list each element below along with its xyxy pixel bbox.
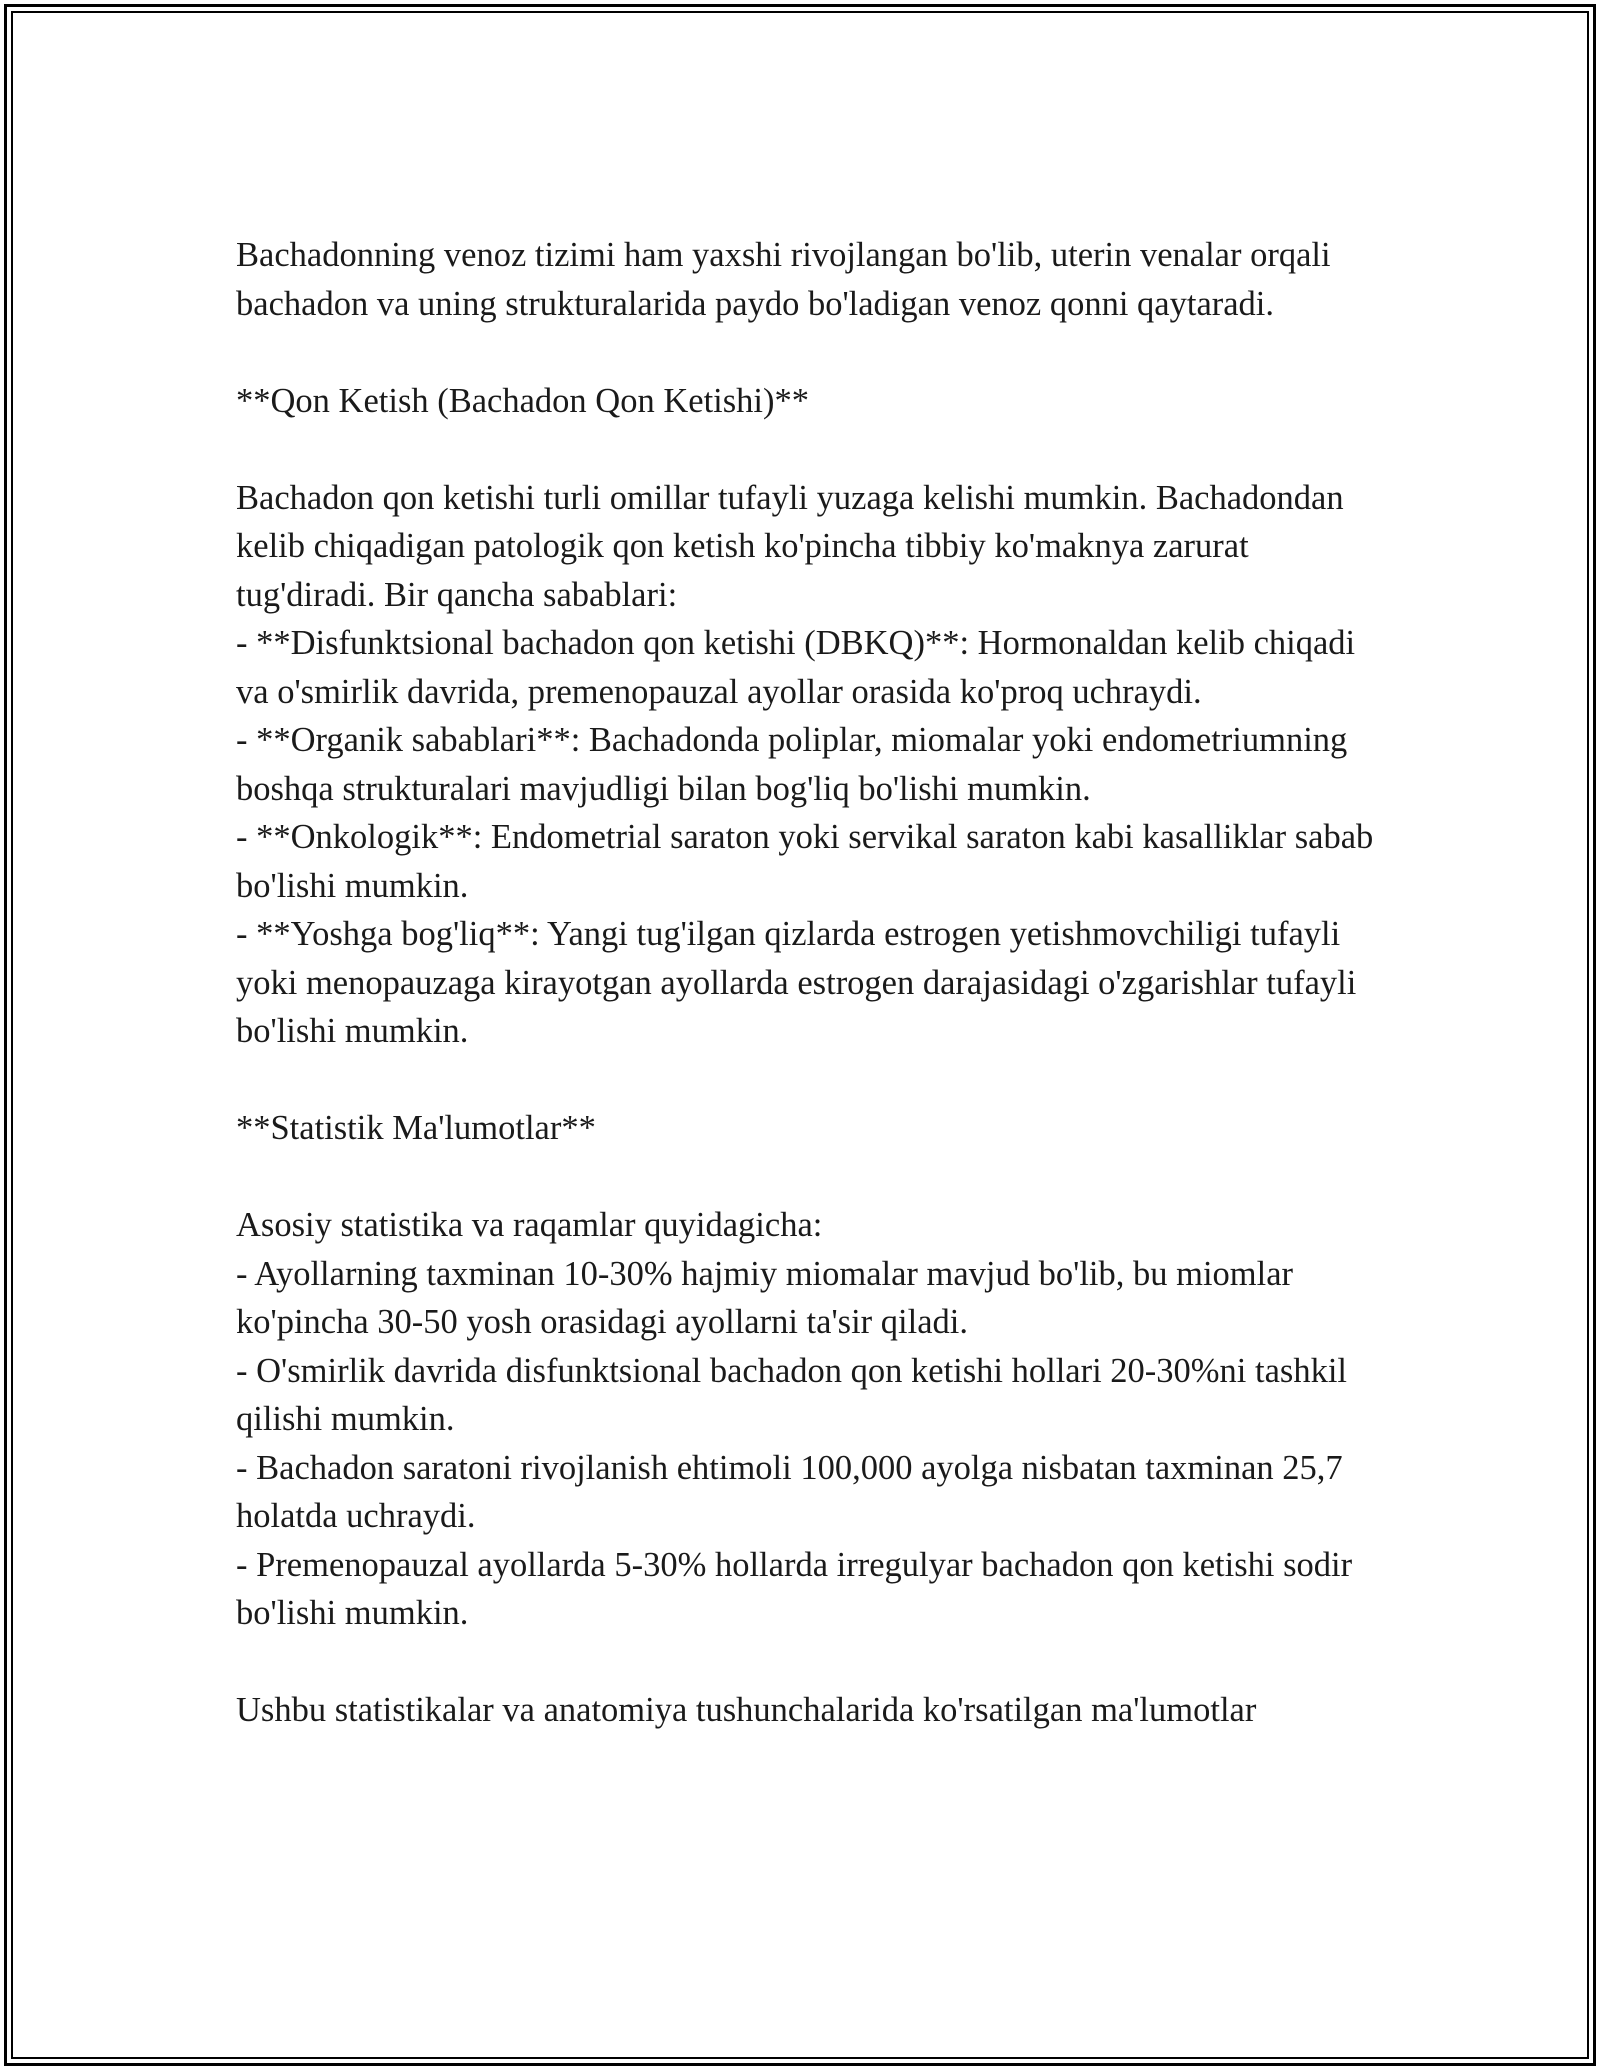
document-body [236,231,1386,1735]
paragraph-spacer [236,328,1386,377]
paragraph-spacer [236,425,1386,474]
paragraph-bleeding-causes: Bachadon qon ketishi turli omillar tufayli yuzaga kelishi mumkin. Bachadondan kelib chiqadigan patologik qon ketish ko'pincha tibbiy ko'maknya zarurat tug'diradi. Bir qancha sabablari: - **Disfunktsional bachadon qon ketishi (DBKQ)**: Hormonaldan kelib chiqadi va o'smirlik davrida, premenopauzal ayollar orasida ko'proq uchraydi. - **Organik sabablari**: Bachadonda poliplar, miomalar yoki endometriumning boshqa strukturalari mavjudligi bilan bog'liq bo'lishi mumkin. - **Onkologik**: Endometrial saraton yoki servikal saraton kabi kasalliklar sabab bo'lishi mumkin. - **Yoshga bog'liq**: Yangi tug'ilgan qizlarda estrogen yetishmovchiligi tufayli yoki menopauzaga kirayotgan ayollarda estrogen darajasidagi o'zgarishlar tufayli bo'lishi mumkin. [236,478,1374,1050]
heading-statistics: **Statistik Ma'lumotlar** [236,1109,596,1147]
paragraph-closing: Ushbu statistikalar va anatomiya tushunchalarida ko'rsatilgan ma'lumotlar [236,1691,1257,1729]
paragraph-spacer [236,1153,1386,1202]
paragraph-statistics-list: Asosiy statistika va raqamlar quyidagicha: - Ayollarning taxminan 10-30% hajmiy miomalar mavjud bo'lib, bu miomlar ko'pincha 30-50 yosh orasidagi ayollarni ta'sir qiladi. - O'smirlik davrida disfunktsional bachadon qon ketishi hollari 20-30%ni tashkil qilishi mumkin. - Bachadon saratoni rivojlanish ehtimoli 100,000 ayolga nisbatan taxminan 25,7 holatda uchraydi. - Premenopauzal ayollarda 5-30% hollarda irregulyar bachadon qon ketishi sodir bo'lishi mumkin. [236,1206,1353,1632]
paragraph-venous-system: Bachadonning venoz tizimi ham yaxshi rivojlangan bo'lib, uterin venalar orqali bachadon va uning strukturalarida paydo bo'ladigan venoz qonni qaytaradi. [236,236,1340,323]
heading-bleeding: **Qon Ketish (Bachadon Qon Ketishi)** [236,381,809,420]
paragraph-spacer [236,1056,1386,1105]
paragraph-spacer [236,1638,1386,1687]
